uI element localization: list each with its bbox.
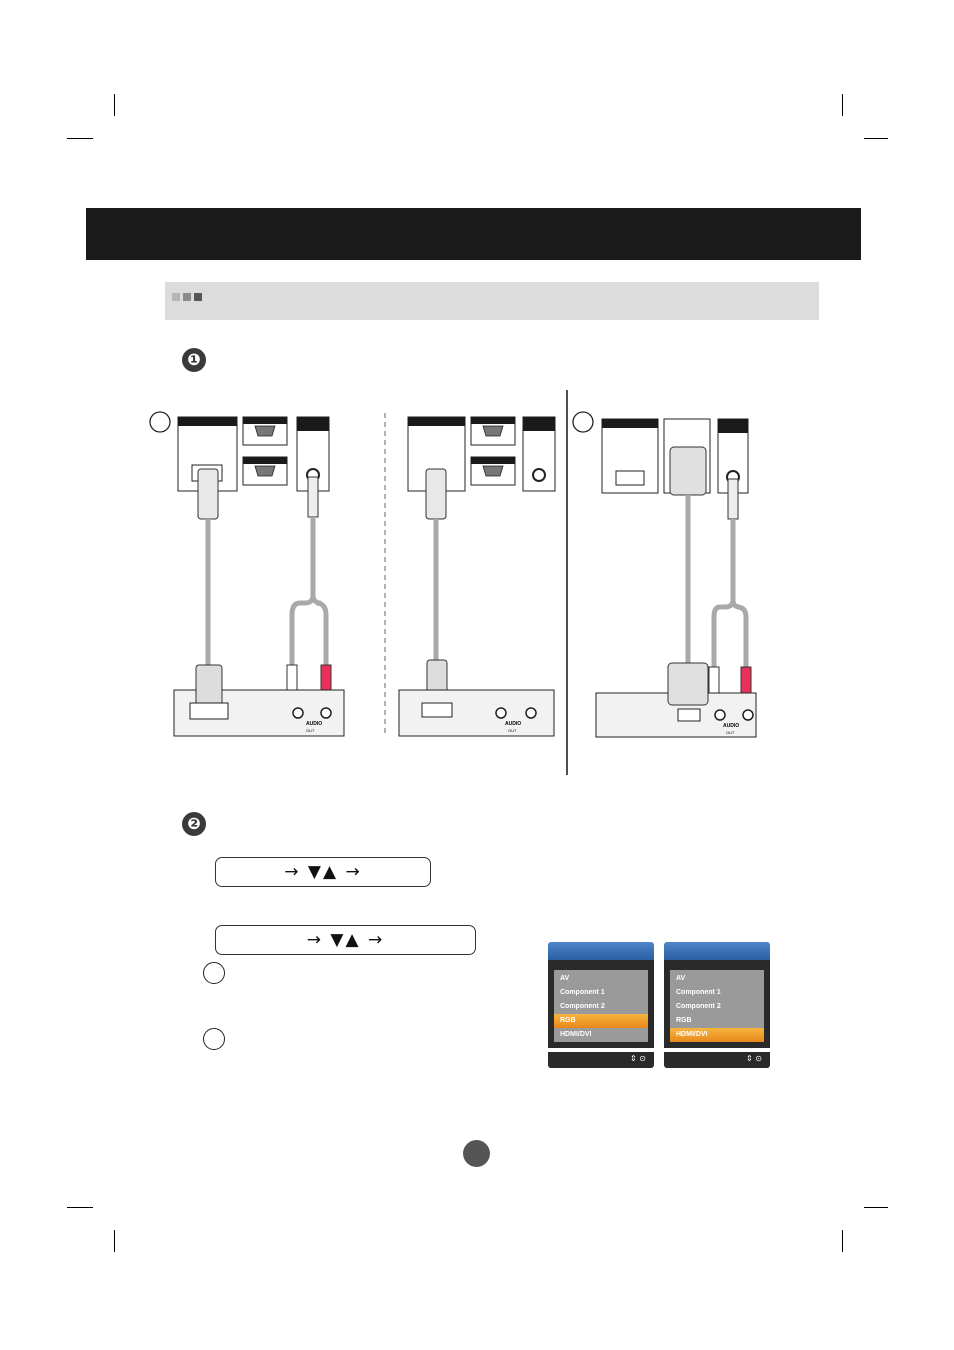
panel-a-monitor-ports <box>150 412 329 491</box>
osd-item-rgb[interactable]: RGB <box>676 1017 692 1024</box>
step-one-icon: ❶ <box>182 348 206 372</box>
section-title-bar <box>86 208 861 260</box>
crop-mark <box>864 138 888 139</box>
panel-c-monitor-ports <box>573 412 748 493</box>
crop-mark <box>842 94 843 116</box>
osd-header <box>664 942 770 960</box>
sequence-box-1 <box>215 857 431 887</box>
connection-diagram <box>140 385 770 780</box>
crop-mark <box>114 94 115 116</box>
osd-item-hdmi-dvi[interactable]: HDMI/DVI <box>670 1028 764 1042</box>
audio-label: AUDIO <box>505 721 522 727</box>
crop-mark <box>67 1207 93 1208</box>
osd-header <box>548 942 654 960</box>
crop-mark <box>114 1230 115 1252</box>
subsection-bar <box>165 282 819 320</box>
option-marker <box>203 962 225 984</box>
audio-out-label: OUT <box>508 728 517 733</box>
osd-item-av[interactable]: AV <box>676 975 686 982</box>
crop-mark <box>864 1207 888 1208</box>
osd-item-rgb[interactable]: RGB <box>554 1014 648 1028</box>
option-marker <box>203 1028 225 1050</box>
osd-input-menu-hdmi <box>664 942 770 1068</box>
osd-item-component-1[interactable]: Component 1 <box>676 989 721 996</box>
audio-label: AUDIO <box>306 721 323 727</box>
bullet-square-icon <box>172 293 180 301</box>
audio-out-label: OUT <box>306 728 315 733</box>
bullet-square-icon <box>194 293 202 301</box>
audio-label: AUDIO <box>723 723 740 729</box>
osd-item-component-2[interactable]: Component 2 <box>560 1003 605 1010</box>
osd-item-hdmi-dvi[interactable]: HDMI/DVI <box>560 1031 592 1038</box>
step-two-icon: ❷ <box>182 812 206 836</box>
sequence-arrows: → ▼▲ → <box>284 862 362 882</box>
sequence-box-2 <box>215 925 476 955</box>
osd-nav-icon: ⇕ ⊙ <box>746 1054 762 1063</box>
osd-input-menu-rgb <box>548 942 654 1068</box>
osd-item-component-2[interactable]: Component 2 <box>676 1003 721 1010</box>
bullet-square-icon <box>183 293 191 301</box>
crop-mark <box>67 138 93 139</box>
audio-out-label: OUT <box>726 730 735 735</box>
osd-item-component-1[interactable]: Component 1 <box>560 989 605 996</box>
sequence-arrows: → ▼▲ → <box>306 930 385 950</box>
crop-mark <box>842 1230 843 1252</box>
osd-item-av[interactable]: AV <box>560 975 570 982</box>
page-number-badge <box>463 1140 490 1167</box>
osd-nav-icon: ⇕ ⊙ <box>630 1054 646 1063</box>
